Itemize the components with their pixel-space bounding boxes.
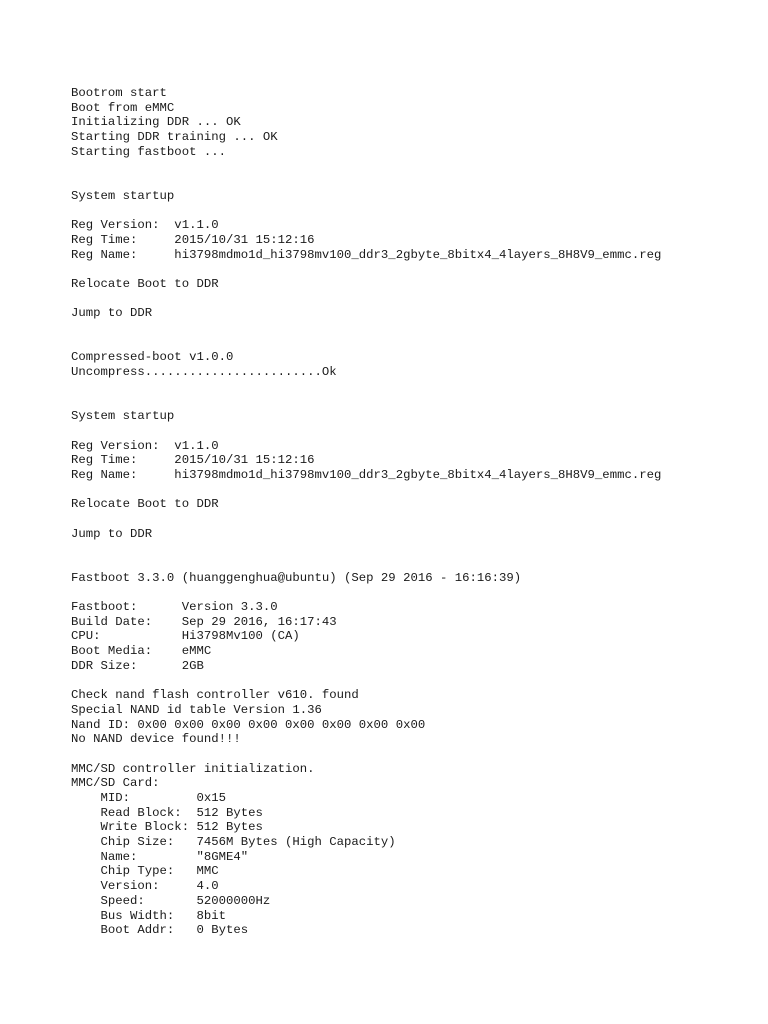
- console-line: Version: 4.0: [71, 879, 219, 894]
- console-line: Reg Name: hi3798mdmo1d_hi3798mv100_ddr3_2gbyte_8bitx4_4layers_8H8V9_emmc.reg: [71, 247, 662, 262]
- console-line: Reg Version: v1.1.0: [71, 438, 219, 453]
- console-line: Relocate Boot to DDR: [71, 276, 219, 291]
- console-line: Relocate Boot to DDR: [71, 497, 219, 512]
- console-line: Reg Time: 2015/10/31 15:12:16: [71, 232, 315, 247]
- console-line: [71, 585, 661, 600]
- console-line: Bootrom start: [71, 86, 167, 100]
- console-line: Initializing DDR ... OK: [71, 115, 241, 130]
- console-line: Fastboot: Version 3.3.0: [71, 600, 278, 615]
- console-line: [71, 336, 661, 351]
- console-line: Speed: 52000000Hz: [71, 893, 271, 908]
- console-line: [71, 394, 661, 409]
- console-line: Jump to DDR: [71, 526, 153, 541]
- console-line: Fastboot 3.3.0 (huanggenghua@ubuntu) (Sep 29 2016 - 16:16:39): [71, 570, 522, 585]
- console-line: [71, 159, 661, 174]
- console-line: System startup: [71, 409, 175, 424]
- console-line: DDR Size: 2GB: [71, 658, 204, 673]
- console-line: Chip Size: 7456M Bytes (High Capacity): [71, 835, 396, 850]
- console-line: CPU: Hi3798Mv100 (CA): [71, 629, 300, 644]
- console-line: Boot from eMMC: [71, 100, 175, 115]
- console-line: Special NAND id table Version 1.36: [71, 702, 322, 717]
- console-line: [71, 204, 661, 219]
- console-line: Chip Type: MMC: [71, 864, 219, 879]
- console-line: [71, 380, 661, 395]
- console-line: Check nand flash controller v610. found: [71, 688, 359, 703]
- console-line: MID: 0x15: [71, 791, 226, 805]
- console-line: Read Block: 512 Bytes: [71, 805, 263, 820]
- console-line: No NAND device found!!!: [71, 732, 241, 747]
- console-line: [71, 556, 661, 571]
- console-line: [71, 512, 661, 527]
- console-line: Boot Media: eMMC: [71, 644, 212, 659]
- console-line: Name: "8GME4": [71, 849, 249, 864]
- console-line: [71, 747, 661, 762]
- console-line: Jump to DDR: [71, 306, 153, 321]
- console-line: Boot Addr: 0 Bytes: [71, 923, 249, 938]
- console-line: [71, 292, 661, 307]
- console-line: [71, 541, 661, 556]
- console-line: Reg Name: hi3798mdmo1d_hi3798mv100_ddr3_2gbyte_8bitx4_4layers_8H8V9_emmc.reg: [71, 467, 662, 482]
- console-line: Nand ID: 0x00 0x00 0x00 0x00 0x00 0x00 0x00 0x00: [71, 717, 426, 732]
- console-line: MMC/SD Card:: [71, 776, 160, 791]
- boot-log-console: [71, 86, 661, 938]
- console-line: Build Date: Sep 29 2016, 16:17:43: [71, 614, 337, 629]
- console-line: [71, 174, 661, 189]
- console-line: [71, 262, 661, 277]
- console-line: Write Block: 512 Bytes: [71, 820, 263, 835]
- console-line: System startup: [71, 188, 175, 203]
- console-line: [71, 483, 661, 498]
- console-line: Reg Time: 2015/10/31 15:12:16: [71, 453, 315, 468]
- console-line: MMC/SD controller initialization.: [71, 761, 315, 776]
- console-line: Starting fastboot ...: [71, 144, 226, 159]
- console-line: Bus Width: 8bit: [71, 908, 226, 923]
- console-line: Uncompress........................Ok: [71, 365, 337, 380]
- console-line: Reg Version: v1.1.0: [71, 218, 219, 233]
- console-line: [71, 674, 661, 689]
- console-line: [71, 424, 661, 439]
- console-line: Compressed-boot v1.0.0: [71, 350, 234, 365]
- console-line: [71, 321, 661, 336]
- console-line: Starting DDR training ... OK: [71, 130, 278, 145]
